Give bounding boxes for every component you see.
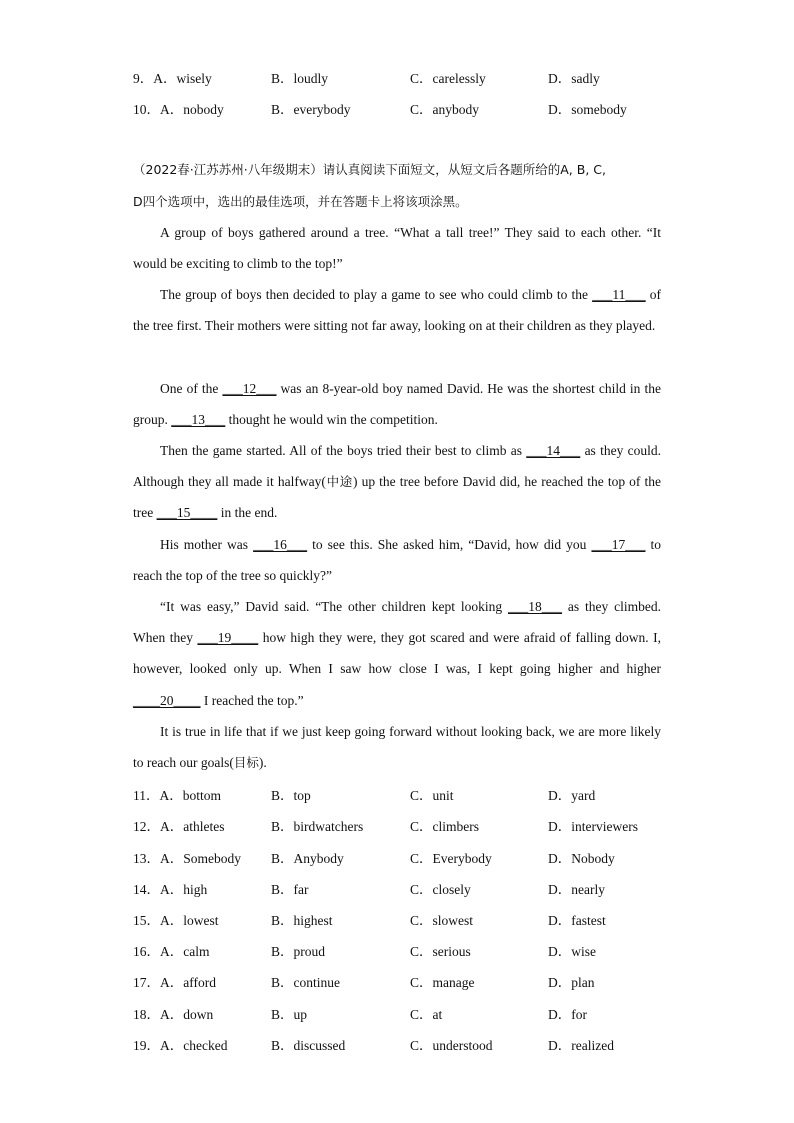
question-18-options [133,1003,673,1023]
passage-paragraph-5: His mother was ___16___ to see this. She asked him, “David, how did you ___17___ to reach the top of the tree so quickly?” [133,537,661,584]
q14-option-b: B．far [271,882,309,897]
q10-option-b: B．everybody [271,102,351,117]
q18-option-a: 18．A．down [133,1007,214,1022]
passage-paragraph-4: Then the game started. All of the boys tried their best to climb as ___14___ as they could. Although they all made it halfway(中途) up the tree before David did, he reached the top of the tree ___15____ in the end. [133,443,661,521]
q10-option-c: C．anybody [410,102,479,117]
q10-option-a: 10．A．nobody [133,102,224,117]
q15-option-c: C．slowest [410,913,474,928]
q16-option-a: 16．A．calm [133,944,210,959]
q9-option-a: 9．A．wisely [133,71,212,86]
question-12-options [133,815,673,835]
q13-option-b: B．Anybody [271,851,344,866]
blank-17: ___17___ [591,537,646,552]
q13-option-d: D．Nobody [548,851,615,866]
question-14-options [133,878,673,898]
q17-option-a: 17．A．afford [133,975,216,990]
blank-12: ___12___ [222,381,277,396]
passage-paragraph-7: It is true in life that if we just keep going forward without looking back, we are more likely to reach our goals(目标). [133,724,661,771]
q17-option-b: B．continue [271,975,340,990]
q12-option-d: D．interviewers [548,819,638,834]
q18-option-b: B．up [271,1007,308,1022]
question-9-options [133,67,673,87]
passage-paragraph-6: “It was easy,” David said. “The other children kept looking ___18___ as they climbed. When they ___19____ how high they were, they got scared and were afraid of falling down. I, however, looked only up. When I saw how close I was, I kept going higher and higher ____20____ I reached the top.” [133,599,661,708]
q9-option-d: D．sadly [548,71,600,86]
q12-option-a: 12．A．athletes [133,819,225,834]
blank-19: ___19____ [197,630,259,646]
blank-15: ___15____ [156,505,218,521]
q11-option-c: C．unit [410,788,454,803]
blank-13: ___13___ [171,412,226,428]
q17-option-c: C．manage [410,975,475,990]
q11-option-a: 11．A．bottom [133,788,222,803]
q13-option-c: C．Everybody [410,851,492,866]
q19-option-b: B．discussed [271,1038,346,1053]
question-11-options [133,784,673,804]
question-13-options [133,847,673,867]
q18-option-c: C．at [410,1007,443,1022]
q9-option-c: C．carelessly [410,71,486,86]
q15-option-b: B．highest [271,913,333,928]
q10-option-d: D．somebody [548,102,627,117]
question-19-options [133,1034,673,1054]
passage-paragraph-2: The group of boys then decided to play a game to see who could climb to the ___11___ of the tree first. Their mothers were sitting not far away, looking on at their children as they played. [133,287,662,334]
q17-option-d: D．plan [548,975,595,990]
question-10-options [133,98,673,118]
question-16-options [133,940,673,960]
q11-option-b: B．top [271,788,311,803]
blank-14: ___14___ [526,443,581,458]
q19-option-c: C．understood [410,1038,493,1053]
q14-option-a: 14．A．high [133,882,208,897]
q19-option-a: 19．A．checked [133,1038,228,1053]
q15-option-a: 15．A．lowest [133,913,219,928]
q16-option-b: B．proud [271,944,325,959]
q15-option-d: D．fastest [548,913,606,928]
q12-option-c: C．climbers [410,819,479,834]
q19-option-d: D．realized [548,1038,614,1053]
q12-option-b: B．birdwatchers [271,819,364,834]
blank-16: ___16___ [253,537,308,552]
q14-option-c: C．closely [410,882,471,897]
blank-11: ___11___ [592,287,646,302]
passage-paragraph-3: One of the ___12___ was an 8-year-old boy named David. He was the shortest child in the group. ___13___ thought he would win the competition. [133,381,661,428]
q11-option-d: D．yard [548,788,596,803]
blank-20: ____20____ [133,692,201,708]
question-15-options [133,909,673,929]
q9-option-b: B．loudly [271,71,329,86]
q16-option-c: C．serious [410,944,471,959]
section-intro-line-1: （2022春·江苏苏州·八年级期末）请认真阅读下面短文，从短文后各题所给的A, B, C, [133,162,606,177]
q16-option-d: D．wise [548,944,596,959]
q13-option-a: 13．A．Somebody [133,851,241,866]
blank-18: ___18___ [508,599,563,614]
question-17-options [133,971,673,991]
q14-option-d: D．nearly [548,882,605,897]
q18-option-d: D．for [548,1007,587,1022]
section-intro-line-2: D四个选项中，选出的最佳选项，并在答题卡上将该项涂黑。 [133,194,468,209]
passage-paragraph-1: A group of boys gathered around a tree. “What a tall tree!” They said to each other. “It would be exciting to climb to the top!” [133,225,661,272]
